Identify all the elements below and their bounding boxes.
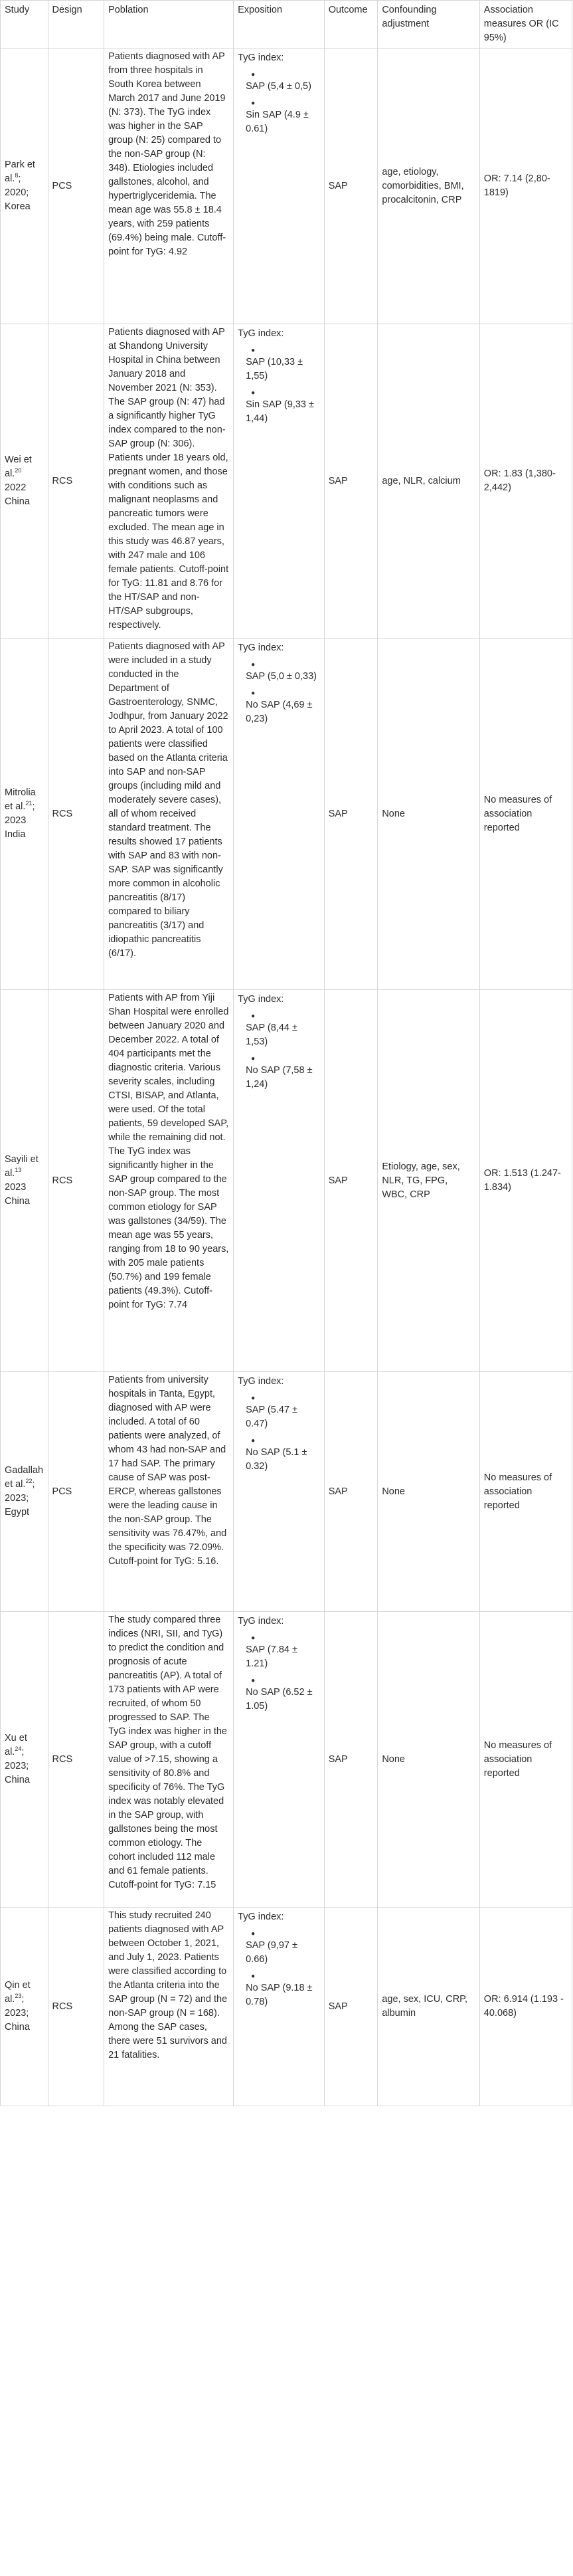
study-name: Qin et al. xyxy=(5,1980,31,2005)
exposition-list xyxy=(238,1394,320,1474)
exposition-item-text: Sin SAP (4.9 ± 0.61) xyxy=(246,110,309,134)
exposition-list xyxy=(238,660,320,726)
association-cell: No measures of association reported xyxy=(479,639,572,990)
exposition-cell xyxy=(234,49,325,324)
study-name: Mitrolia et al. xyxy=(5,787,36,812)
reference-link[interactable]: 8 xyxy=(15,172,19,179)
exposition-item xyxy=(246,689,320,726)
design-cell: RCS xyxy=(48,639,104,990)
exposition-item xyxy=(246,1972,320,2009)
exposition-item xyxy=(246,1930,320,1967)
exposition-item xyxy=(246,99,320,136)
table-row xyxy=(1,324,572,639)
study-cell xyxy=(1,324,48,639)
bullet-icon: ● xyxy=(251,100,256,107)
bullet-icon: ● xyxy=(251,71,256,78)
study-name: Gadallah et al. xyxy=(5,1465,44,1490)
design-cell: RCS xyxy=(48,1612,104,1908)
header-row xyxy=(1,1,572,49)
table-row xyxy=(1,1908,572,2106)
exposition-item-text: SAP (10,33 ± 1,55) xyxy=(246,357,303,381)
study-detail: ; 2023 India xyxy=(5,801,35,840)
study-name: Park et al. xyxy=(5,159,35,184)
bullet-icon: ● xyxy=(251,1055,256,1062)
study-cell xyxy=(1,639,48,990)
header-outcome: Outcome xyxy=(324,1,378,49)
confounding-cell: age, sex, ICU, CRP, albumin xyxy=(378,1908,479,2106)
exposition-label: TyG index: xyxy=(238,994,284,1005)
exposition-label: TyG index: xyxy=(238,1616,284,1627)
bullet-icon: ● xyxy=(251,1013,256,1020)
population-cell: Patients diagnosed with AP at Shandong University Hospital in China between January 2018 and November 2021 (N: 353). The SAP group (N: 47) had a significantly higher TyG index compared to the non-SAP group (N: 306). Patients under 18 years old, pregnant women, and those with conditions such as malignant neoplasms and pancreatic tumors were excluded. The mean age in this study was 46.87 years, with 247 male and 106 female patients. Cutoff-point for TyG: 11.81 and 8.76 for the HT/SAP and non-HT/SAP subgroups, respectively. xyxy=(104,324,234,639)
exposition-cell xyxy=(234,639,325,990)
outcome-cell: SAP xyxy=(324,1908,378,2106)
exposition-item xyxy=(246,1054,320,1092)
population-cell: Patients diagnosed with AP from three hospitals in South Korea between March 2017 and June 2019 (N: 373). The TyG index was higher in the SAP group (N: 25) compared to the non-SAP group (N: 348). Etiologies included gallstones, alcohol, and hypertriglyceridemia. The mean age was 55.8 ± 18.4 years, with 259 patients (69.4%) being male. Cutoff-point for TyG: 4.92 xyxy=(104,49,234,324)
bullet-icon: ● xyxy=(251,661,256,668)
association-cell: No measures of association reported xyxy=(479,1372,572,1612)
exposition-item xyxy=(246,1437,320,1474)
table-row xyxy=(1,49,572,324)
outcome-cell: SAP xyxy=(324,639,378,990)
population-cell: This study recruited 240 patients diagnosed with AP between October 1, 2021, and July 1, 2023. Patients were classified according to the Atlanta criteria into the SAP group (N = 72) and the non-SAP group (N = 168). Among the SAP cases, there were 51 survivors and 21 fatalities. xyxy=(104,1908,234,2106)
exposition-item-text: SAP (5.47 ± 0.47) xyxy=(246,1405,297,1429)
exposition-item-text: No SAP (9.18 ± 0.78) xyxy=(246,1983,313,2007)
table-row xyxy=(1,1612,572,1908)
exposition-item-text: No SAP (5.1 ± 0.32) xyxy=(246,1447,307,1472)
confounding-cell: None xyxy=(378,1612,479,1908)
exposition-item-text: SAP (9,97 ± 0.66) xyxy=(246,1940,297,1965)
header-confounding: Confounding adjustment xyxy=(378,1,479,49)
header-association: Association measures OR (IC 95%) xyxy=(479,1,572,49)
design-cell: PCS xyxy=(48,1372,104,1612)
exposition-item xyxy=(246,346,320,383)
population-cell: Patients diagnosed with AP were included in a study conducted in the Department of Gastroenterology, SNMC, Jodhpur, from January 2022 to April 2023. A total of 100 patients were classified based on the Atlanta criteria into SAP and non-SAP groups (including mild and moderately severe cases), all of whom received standard treatment. The results showed 17 patients with SAP and 83 with non-SAP. SAP was significantly more common in alcoholic pancreatitis (8/17) compared to biliary pancreatitis (3/17) and idiopathic pancreatitis (6/17). xyxy=(104,639,234,990)
association-cell: OR: 7.14 (2,80-1819) xyxy=(479,49,572,324)
bullet-icon: ● xyxy=(251,1973,256,1980)
bullet-icon: ● xyxy=(251,690,256,697)
study-cell xyxy=(1,49,48,324)
exposition-label: TyG index: xyxy=(238,1912,284,1922)
design-cell: PCS xyxy=(48,49,104,324)
exposition-item-text: No SAP (6.52 ± 1.05) xyxy=(246,1687,313,1712)
exposition-item xyxy=(246,389,320,426)
study-detail: ; 2023; Egypt xyxy=(5,1479,35,1518)
outcome-cell: SAP xyxy=(324,49,378,324)
bullet-icon: ● xyxy=(251,1395,256,1402)
association-cell: No measures of association reported xyxy=(479,1612,572,1908)
bullet-icon: ● xyxy=(251,1930,256,1937)
exposition-cell xyxy=(234,324,325,639)
study-cell xyxy=(1,1908,48,2106)
design-cell: RCS xyxy=(48,990,104,1372)
exposition-label: TyG index: xyxy=(238,52,284,63)
exposition-item-text: SAP (5,0 ± 0,33) xyxy=(246,671,317,682)
study-name: Wei et al. xyxy=(5,454,32,479)
confounding-cell: age, etiology, comorbidities, BMI, procalcitonin, CRP xyxy=(378,49,479,324)
study-name: Sayili et al. xyxy=(5,1154,39,1179)
bullet-icon: ● xyxy=(251,1635,256,1642)
header-exposition: Exposition xyxy=(234,1,325,49)
bullet-icon: ● xyxy=(251,347,256,354)
study-cell xyxy=(1,1612,48,1908)
exposition-item-text: No SAP (4,69 ± 0,23) xyxy=(246,700,313,724)
exposition-cell xyxy=(234,1372,325,1612)
bullet-icon: ● xyxy=(251,389,256,397)
exposition-list xyxy=(238,1634,320,1714)
reference-link[interactable]: 20 xyxy=(15,467,22,474)
outcome-cell: SAP xyxy=(324,990,378,1372)
exposition-list xyxy=(238,1930,320,2009)
exposition-item-text: SAP (5,4 ± 0,5) xyxy=(246,81,311,92)
bullet-icon: ● xyxy=(251,1437,256,1444)
confounding-cell: None xyxy=(378,1372,479,1612)
exposition-item-text: SAP (7.84 ± 1.21) xyxy=(246,1644,297,1669)
association-cell: OR: 1.83 (1,380-2,442) xyxy=(479,324,572,639)
reference-link[interactable]: 23 xyxy=(15,1993,22,2000)
bullet-icon: ● xyxy=(251,1677,256,1684)
study-detail: ; 2023; China xyxy=(5,1747,30,1785)
exposition-item xyxy=(246,660,320,684)
exposition-cell xyxy=(234,1612,325,1908)
confounding-cell: None xyxy=(378,639,479,990)
reference-link[interactable]: 21 xyxy=(25,800,33,807)
study-detail: 2022 China xyxy=(5,482,30,507)
association-cell: OR: 6.914 (1.193 - 40.068) xyxy=(479,1908,572,2106)
design-cell: RCS xyxy=(48,324,104,639)
exposition-cell xyxy=(234,1908,325,2106)
study-detail: ; 2023; China xyxy=(5,1994,30,2032)
association-cell: OR: 1.513 (1.247-1.834) xyxy=(479,990,572,1372)
population-cell: Patients from university hospitals in Tanta, Egypt, diagnosed with AP were included. A total of 60 patients were analyzed, of whom 43 had non-SAP and 17 had SAP. The primary cause of SAP was post-ERCP, whereas gallstones were the leading cause in the non-SAP group. The sensitivity was 76.47%, and the specificity was 72.09%. Cutoff-point for TyG: 5.16. xyxy=(104,1372,234,1612)
table-row xyxy=(1,990,572,1372)
table-row xyxy=(1,639,572,990)
outcome-cell: SAP xyxy=(324,324,378,639)
header-design: Design xyxy=(48,1,104,49)
reference-link[interactable]: 22 xyxy=(25,1478,33,1485)
study-name: Xu et al. xyxy=(5,1733,27,1757)
exposition-item xyxy=(246,1012,320,1049)
exposition-list xyxy=(238,346,320,426)
exposition-label: TyG index: xyxy=(238,328,284,339)
exposition-item xyxy=(246,70,320,94)
study-cell xyxy=(1,1372,48,1612)
reference-link[interactable]: 24 xyxy=(15,1745,22,1753)
header-population: Poblation xyxy=(104,1,234,49)
study-cell xyxy=(1,990,48,1372)
exposition-item xyxy=(246,1676,320,1714)
confounding-cell: age, NLR, calcium xyxy=(378,324,479,639)
study-detail: ; 2020; Korea xyxy=(5,173,31,212)
outcome-cell: SAP xyxy=(324,1612,378,1908)
study-detail: 2023 China xyxy=(5,1182,30,1207)
exposition-label: TyG index: xyxy=(238,1376,284,1387)
exposition-item-text: No SAP (7,58 ± 1,24) xyxy=(246,1065,313,1090)
table-row xyxy=(1,1372,572,1612)
confounding-cell: Etiology, age, sex, NLR, TG, FPG, WBC, CRP xyxy=(378,990,479,1372)
exposition-list xyxy=(238,1012,320,1092)
outcome-cell: SAP xyxy=(324,1372,378,1612)
exposition-item xyxy=(246,1394,320,1431)
exposition-cell xyxy=(234,990,325,1372)
exposition-item-text: Sin SAP (9,33 ± 1,44) xyxy=(246,399,314,424)
exposition-item-text: SAP (8,44 ± 1,53) xyxy=(246,1023,297,1047)
header-study: Study xyxy=(1,1,48,49)
exposition-item xyxy=(246,1634,320,1671)
exposition-label: TyG index: xyxy=(238,643,284,653)
population-cell: Patients with AP from Yiji Shan Hospital were enrolled between January 2020 and December 2022. A total of 404 participants met the diagnostic criteria. Various severity scales, including CTSI, BISAP, and Atlanta, were used. Of the total patients, 59 developed SAP, while the remaining did not. The TyG index was significantly higher in the SAP group compared to the non-SAP group. The most common etiology for SAP was gallstones (34/59). The mean age was 55 years, ranging from 18 to 90 years, with 205 male patients (50.7%) and 199 female patients (49.3%). Cutoff-point for TyG: 7.74 xyxy=(104,990,234,1372)
population-cell: The study compared three indices (NRI, SII, and TyG) to predict the condition and prognosis of acute pancreatitis (AP). A total of 173 patients with AP were recruited, of whom 50 progressed to SAP. The TyG index was higher in the SAP group, with a cutoff value of >7.15, showing a sensitivity of 80.8% and specificity of 76%. The TyG index was notably elevated in the SAP group, with gallstones being the most common etiology. The cohort included 112 male and 61 female patients. Cutoff-point for TyG: 7.15 xyxy=(104,1612,234,1908)
exposition-list xyxy=(238,70,320,136)
reference-link[interactable]: 13 xyxy=(15,1167,22,1174)
design-cell: RCS xyxy=(48,1908,104,2106)
